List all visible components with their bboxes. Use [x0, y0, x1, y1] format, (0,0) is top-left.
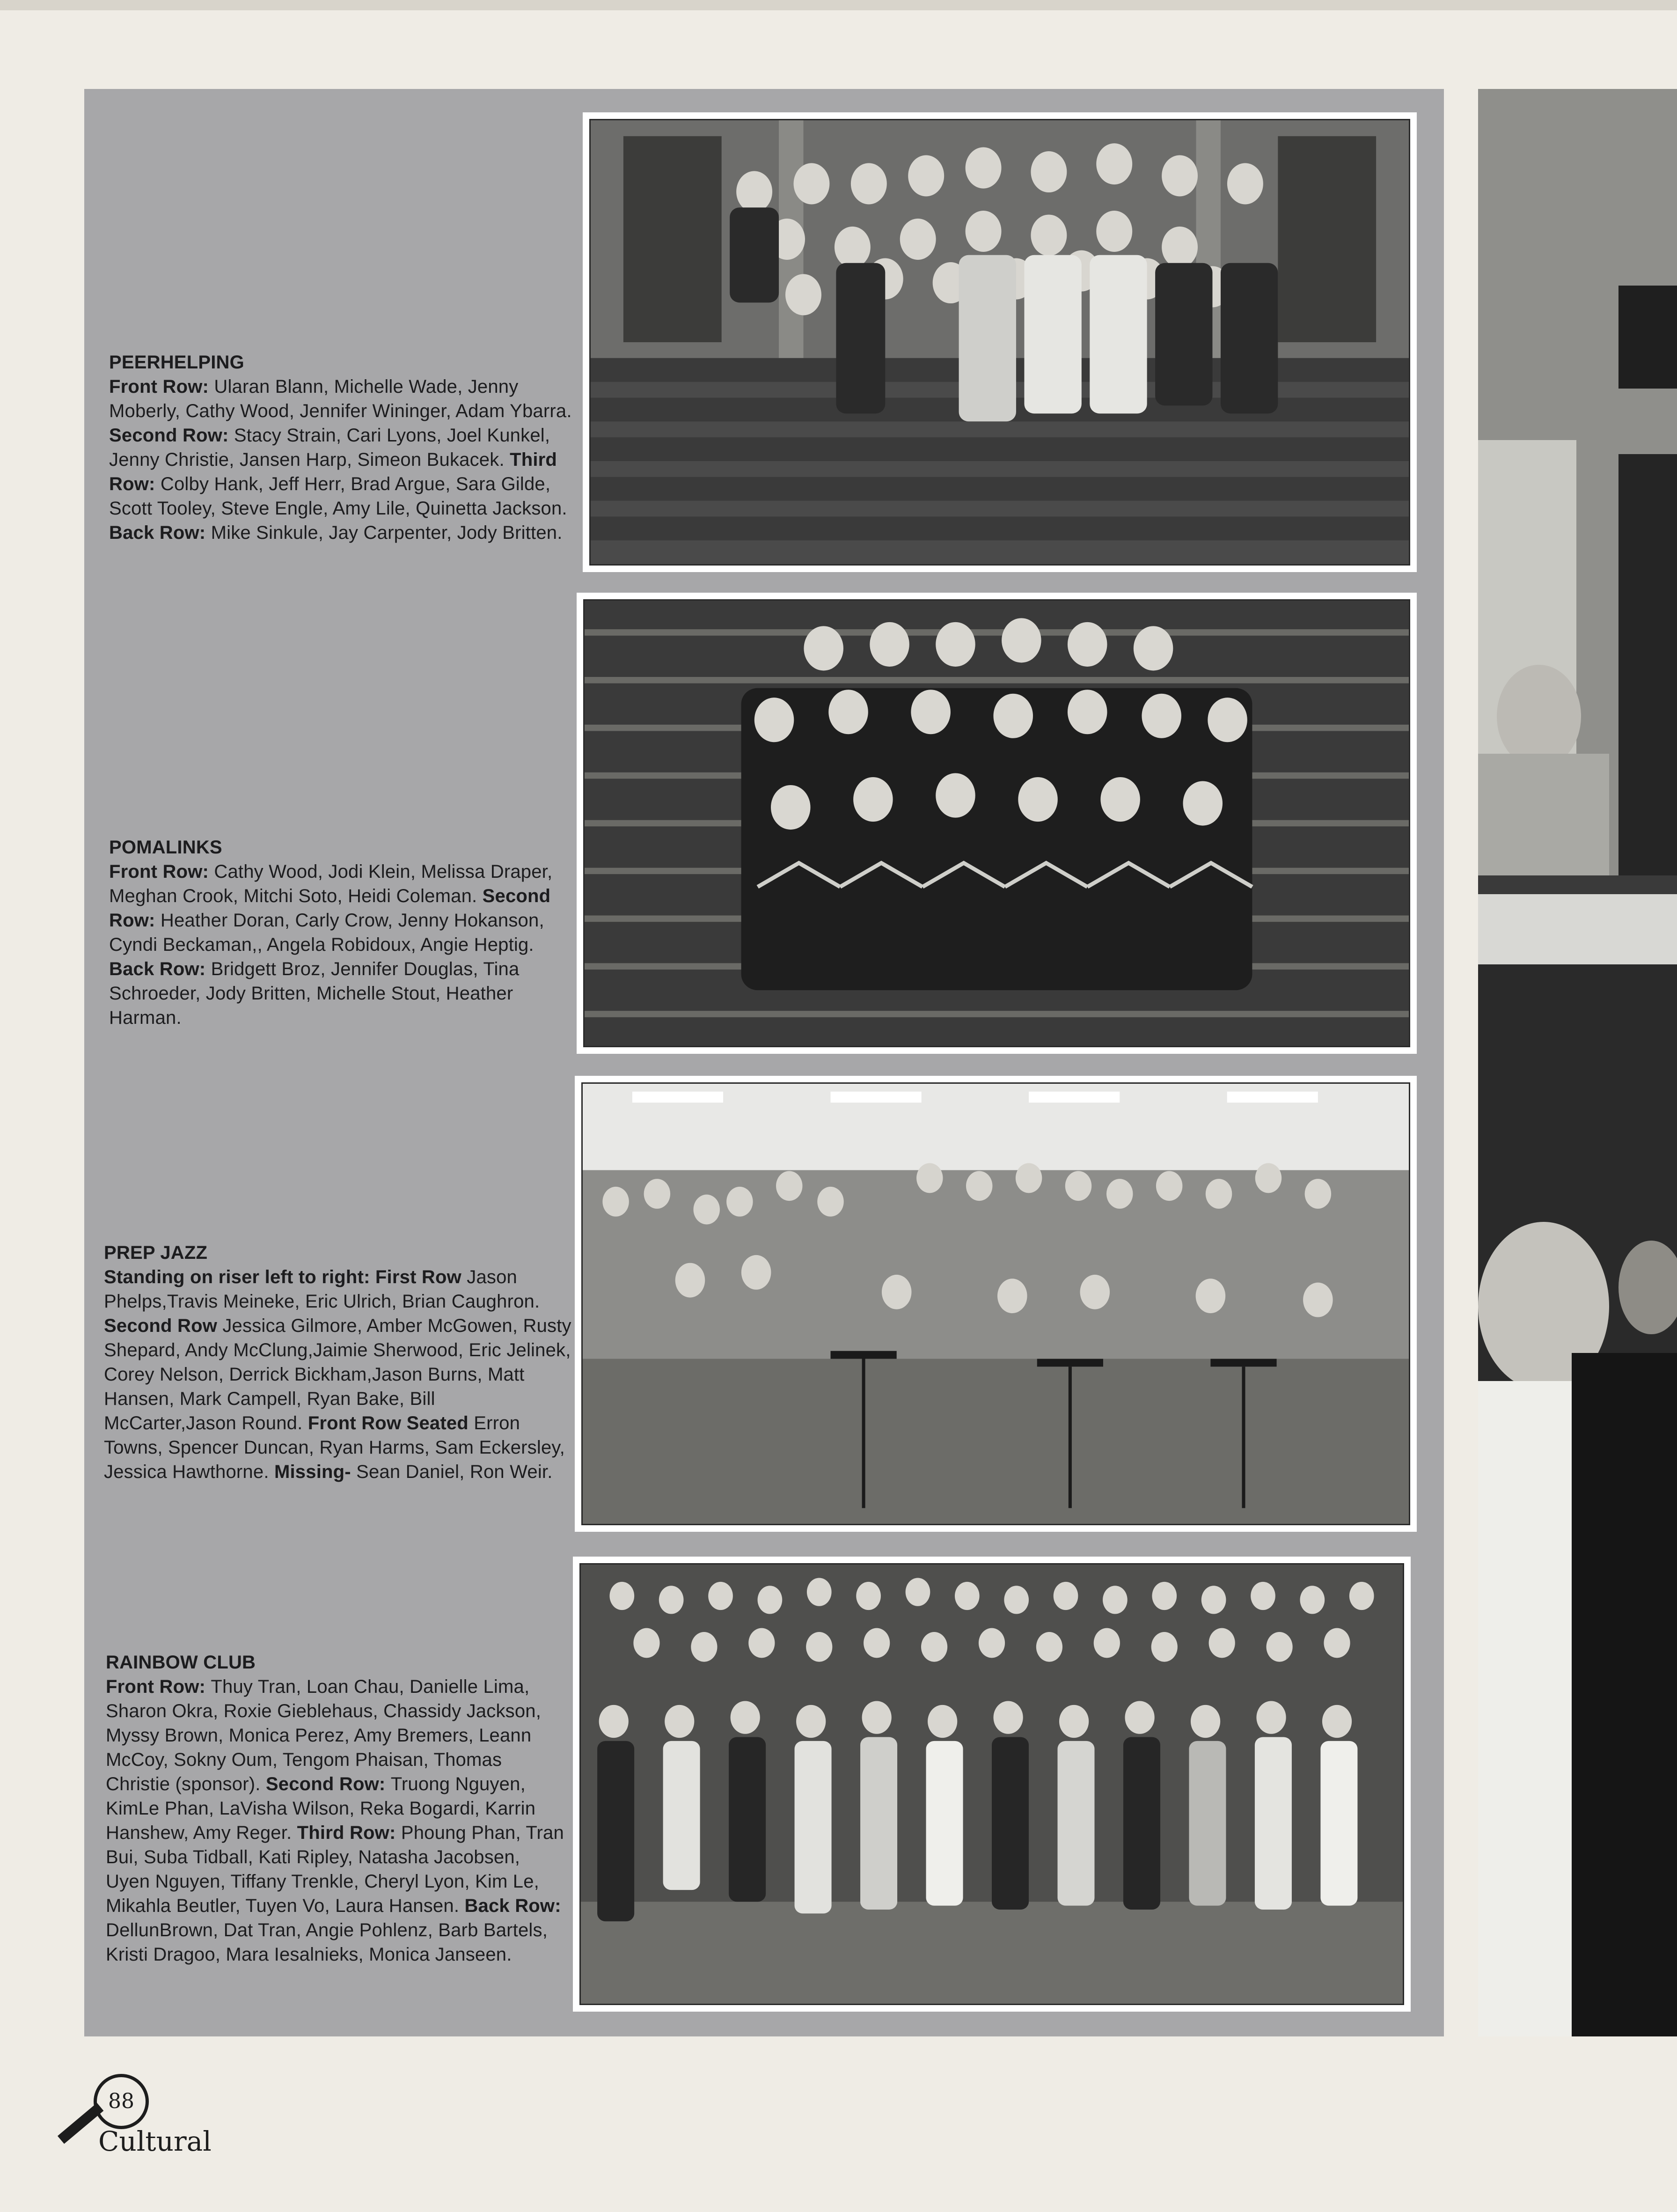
row-names: Stacy Strain, Cari Lyons, Joel Kunkel, Jenny Christie, Jansen Harp, Simeon Bukacek. [109, 425, 550, 470]
page-folio [61, 2060, 248, 2168]
row-names: Heather Doran, Carly Crow, Jenny Hokanson, Cyndi Beckaman,, Angela Robidoux, Angie Heptig. [109, 910, 544, 955]
row-names: DellunBrown, Dat Tran, Angie Pohlenz, Barb Bartels, Kristi Dragoo, Mara Iesalnieks, Monica Janseen. [106, 1920, 548, 1965]
section-label: Cultural [98, 2125, 212, 2157]
photo-prep-jazz [575, 1076, 1417, 1532]
caption-pomalinks [109, 835, 572, 1030]
row-label: Third Row: [109, 449, 557, 494]
row-label: Missing- [274, 1462, 357, 1482]
row-label: Standing on riser left to right: First Row [104, 1267, 467, 1287]
row-names: Sean Daniel, Ron Weir. [356, 1462, 553, 1482]
row-label: Front Row: [109, 376, 214, 397]
row-names: Jason Phelps,Travis Meineke, Eric Ulrich, Brian Caughron. [104, 1267, 540, 1312]
row-label: Second Row: [109, 886, 551, 931]
photo-image [585, 601, 1409, 1046]
club-title: RAINBOW CLUB [106, 1652, 256, 1673]
photo-image [591, 120, 1409, 564]
group-photo [589, 119, 1410, 566]
row-names: Cathy Wood, Jodi Klein, Melissa Draper, Meghan Crook, Mitchi Soto, Heidi Coleman. [109, 861, 553, 906]
row-label: Second Row [104, 1315, 223, 1336]
row-label: Second Row: [265, 1774, 391, 1794]
photo-pomalinks [577, 593, 1417, 1054]
row-names: Colby Hank, Jeff Herr, Brad Argue, Sara Gilde, Scott Tooley, Steve Engle, Amy Lile, Quinetta Jackson. [109, 474, 567, 519]
caption-peerhelping [109, 350, 572, 545]
row-label: Front Row: [106, 1676, 211, 1697]
photo-peerhelping [583, 112, 1417, 572]
photo-image [1478, 89, 1677, 2036]
row-label: Back Row: [109, 522, 211, 543]
row-names: Bridgett Broz, Jennifer Douglas, Tina Schroeder, Jody Britten, Michelle Stout, Heather Harman. [109, 959, 520, 1028]
row-label: Back Row: [464, 1896, 561, 1916]
group-photo [579, 1563, 1404, 2005]
adjacent-page-photo [1478, 89, 1677, 2036]
row-names: Mike Sinkule, Jay Carpenter, Jody Britten. [211, 522, 563, 543]
row-names: Erron Towns, Spencer Duncan, Ryan Harms, Sam Eckersley, Jessica Hawthorne. [104, 1413, 565, 1482]
row-names: Truong Nguyen, KimLe Phan, LaVisha Wilson, Reka Bogardi, Karrin Hanshew, Amy Reger. [106, 1774, 536, 1843]
row-names: Ularan Blann, Michelle Wade, Jenny Moberly, Cathy Wood, Jennifer Wininger, Adam Ybarra. [109, 376, 572, 421]
row-names: Phoung Phan, Tran Bui, Suba Tidball, Kati Ripley, Natasha Jacobsen, Uyen Nguyen, Tiffany Trenkle, Cheryl Lyon, Kim Le, Mikahla Beutler, Tuyen Vo, Laura Hansen. [106, 1823, 564, 1916]
row-label: Back Row: [109, 959, 211, 979]
group-photo [583, 599, 1410, 1047]
caption-rainbow-club [106, 1650, 569, 1967]
row-label: Second Row: [109, 425, 234, 446]
photo-image [581, 1565, 1403, 2004]
row-label: Front Row Seated [308, 1413, 474, 1433]
club-title: POMALINKS [109, 837, 222, 858]
row-names: Jessica Gilmore, Amber McGowen, Rusty Shepard, Andy McClung,Jaimie Sherwood, Eric Jelinek, Corey Nelson, Derrick Bickham,Jason Burns, Matt Hansen, Mark Campell, Ryan Bake, Bill McCarter,Jason Round. [104, 1315, 571, 1433]
club-title: PEERHELPING [109, 352, 244, 373]
club-title: PREP JAZZ [104, 1242, 208, 1263]
caption-prep-jazz [104, 1241, 572, 1484]
page-edge [0, 0, 1677, 10]
photo-image [583, 1084, 1409, 1524]
group-photo [581, 1082, 1410, 1525]
row-label: Third Row: [297, 1823, 401, 1843]
page-number: 88 [94, 2074, 149, 2129]
photo-rainbow-club [573, 1557, 1411, 2012]
row-label: Front Row: [109, 861, 214, 882]
row-names: Thuy Tran, Loan Chau, Danielle Lima, Sharon Okra, Roxie Gieblehaus, Chassidy Jackson, Myssy Brown, Monica Perez, Amy Bremers, Leann McCoy, Sokny Oum, Tengom Phaisan, Thomas Christie (sponsor). [106, 1676, 542, 1794]
